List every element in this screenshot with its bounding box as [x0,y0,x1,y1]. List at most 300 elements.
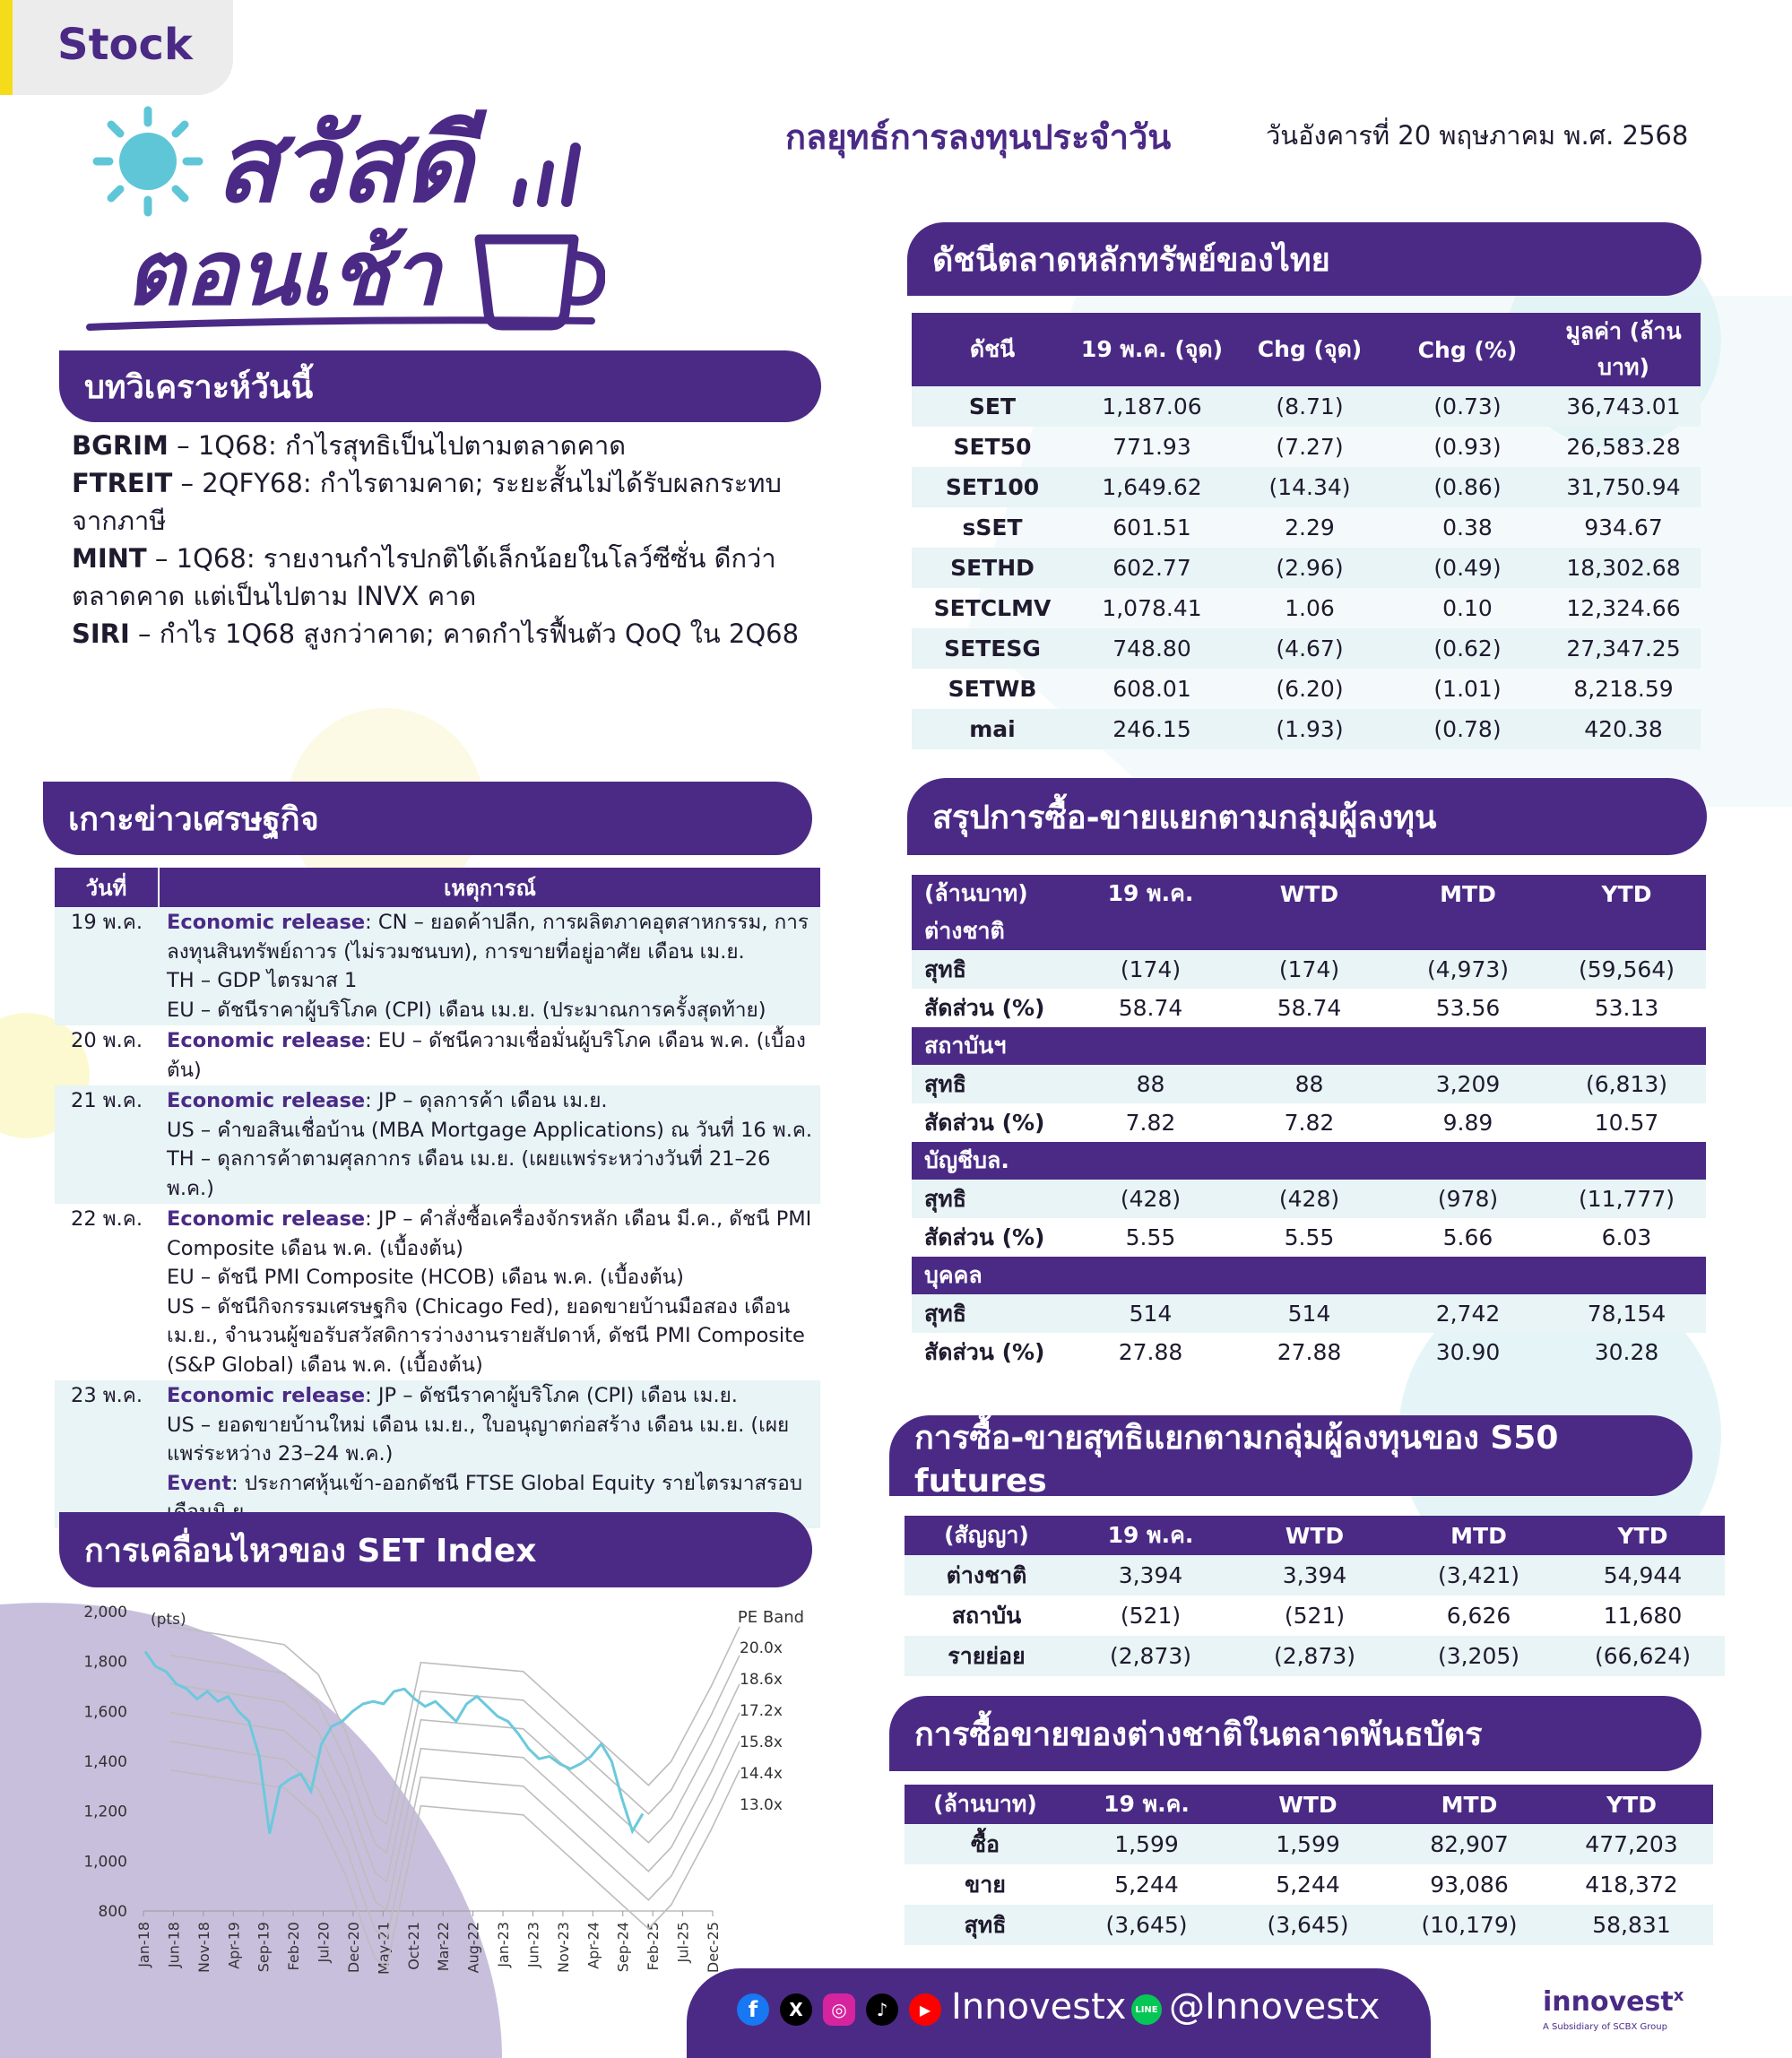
analysis-ticker: BGRIM [72,430,169,461]
investor-row-label: สุทธิ [912,1294,1071,1333]
investor-cell: 53.13 [1594,995,1659,1021]
x-tick-label: Jul-25 [674,1922,692,1963]
analysis-text: – 2QFY68: กำไรตามคาด; ระยะสั้นไม่ได้รับผลกระทบจากภาษี [72,468,782,536]
y-axis-unit: (pts) [151,1611,186,1629]
investor-row-label: สัดส่วน (%) [924,994,1045,1021]
news-event-text: : ประกาศหุ้นเข้า-ออกดัชนี FTSE Global Equity รายไตรมาสรอบ [231,1471,803,1495]
thai-index-row-label: SETWB [948,676,1037,702]
futures-row [905,1595,1725,1636]
thai-index-cell: (7.27) [1276,434,1344,460]
futures-row [905,1555,1725,1595]
bonds-heading [889,1696,1701,1771]
bonds-cell: 82,907 [1389,1824,1550,1864]
x-tick-label: Nov-18 [195,1922,212,1973]
thai-index-cell: 26,583.28 [1566,434,1681,460]
futures-cell: (521) [1120,1603,1182,1629]
news-event-line [167,1116,813,1146]
bonds-col-wtd: WTD [1227,1785,1389,1824]
analysis-text: – 1Q68: กำไรสุทธิเป็นไปตามตลาดคาด [168,430,627,461]
thai-index-row-label: sSET [962,514,1023,540]
thai-index-row-label: SETCLMV [933,595,1052,621]
investor-row-label: สุทธิ [912,1065,1071,1103]
news-event [158,907,820,1025]
set-index-line [145,1652,643,1834]
investor-row-label: สัดส่วน (%) [924,1109,1045,1136]
thai-index-cell: 608.01 [1112,676,1191,702]
thai-index-cell: 602.77 [1073,548,1231,588]
futures-cell: (66,624) [1561,1636,1725,1676]
investor-cell: 514 [1071,1294,1230,1333]
page-title: กลยุทธ์การลงทุนประจำวัน [785,117,1172,157]
thai-index-col-chg: Chg (จุด) [1231,313,1389,386]
bonds-table [905,1785,1713,1945]
investor-cell: 10.57 [1594,1110,1659,1136]
news-table [55,868,820,1528]
thai-index-row [912,467,1701,507]
investor-row-label: สุทธิ [912,950,1071,989]
bonds-col-unit: (ล้านบาท) [905,1785,1066,1824]
y-tick-label: 1,200 [83,1803,127,1821]
news-event-line [167,1026,813,1085]
news-row [55,907,820,1025]
thai-index-cell: 36,743.01 [1546,386,1701,427]
news-event-text: US – ยอดขายบ้านใหม่ เดือน เม.ย., ใบอนุญาตก่อสร้าง เดือน เม.ย. (เผยแพร่ระหว่าง 23–24 พ.ค.) [167,1413,790,1466]
investor-cell: 9.89 [1442,1110,1493,1136]
bonds-cell: 418,372 [1585,1872,1678,1898]
investor-row [912,1103,1706,1142]
pe-band-label: 15.8x [740,1734,783,1751]
x-tick-label: Dec-20 [344,1922,362,1974]
investor-col-mtd: MTD [1389,875,1547,912]
investor-cell: (174) [1071,950,1230,989]
thai-index-cell: (2.96) [1231,548,1389,588]
analysis-item [72,615,807,653]
investor-cell: 78,154 [1547,1294,1706,1333]
investor-cell: 6.03 [1601,1224,1652,1250]
investor-cell: (59,564) [1547,950,1706,989]
news-event-line [167,1381,813,1411]
bonds-cell: 5,244 [1276,1872,1340,1898]
thai-index-cell: 1,078.41 [1102,595,1202,621]
investor-row [912,1065,1706,1103]
futures-cell: 11,680 [1603,1603,1683,1629]
investor-body [912,912,1706,1371]
x-tick-label: Feb-25 [645,1922,662,1971]
thai-index-cell: (1.93) [1231,709,1389,749]
thai-index-cell: 934.67 [1584,514,1663,540]
investor-cell: 88 [1071,1065,1230,1103]
investor-row-label: สัดส่วน (%) [924,1338,1045,1365]
social-icons [737,1993,941,2026]
futures-table [905,1516,1725,1676]
thai-index-cell: 1,649.62 [1073,467,1231,507]
sun-icon [90,103,206,220]
x-tick-label: Jun-18 [165,1922,183,1968]
line-icon[interactable]: LINE [1131,1994,1162,2025]
futures-heading [889,1415,1692,1500]
investor-summary-heading [907,778,1707,855]
futures-cell: (2,873) [1233,1636,1397,1676]
thai-index-cell: 2.29 [1285,514,1335,540]
x-icon[interactable]: X [780,1993,812,2026]
bonds-cell: 477,203 [1550,1824,1713,1864]
futures-col-unit: (สัญญา) [905,1516,1069,1555]
thai-index-row-label: SETESG [912,628,1073,669]
news-date: 19 พ.ค. [55,907,158,1025]
youtube-icon[interactable]: ▶ [909,1993,941,2026]
news-col-date: วันที่ [55,868,158,907]
thai-index-col-name: ดัชนี [912,313,1073,386]
y-tick-label: 1,000 [83,1853,127,1872]
investor-col-unit: (ล้านบาท) [912,875,1071,912]
thai-index-cell: (0.49) [1389,548,1546,588]
analysis-ticker: SIRI [72,618,130,649]
thai-index-row [912,427,1701,467]
thai-index-col-value: มูลค่า (ล้านบาท) [1546,313,1701,386]
thai-index-cell: 771.93 [1112,434,1191,460]
bonds-cell: (3,645) [1066,1905,1227,1945]
bonds-col-day: 19 พ.ค. [1066,1785,1227,1824]
brand-logo [1543,1986,1684,2018]
tag-label: Stock [57,20,193,70]
futures-row-label: ต่างชาติ [905,1555,1069,1595]
bonds-row-label: ซื้อ [905,1824,1066,1864]
thai-index-heading [907,222,1701,296]
investor-cell: 514 [1230,1294,1389,1333]
investor-row-label: สุทธิ [912,1180,1071,1218]
news-event [158,1204,820,1380]
x-tick-label: Jan-23 [495,1922,513,1967]
thai-index-cell: (0.62) [1389,628,1546,669]
news-event-line [167,966,813,996]
investor-col-wtd: WTD [1230,875,1389,912]
thai-index-row-label: mai [912,709,1073,749]
y-tick-label: 800 [98,1903,127,1921]
x-tick-label: May-21 [375,1922,393,1975]
report-date: วันอังคารที่ 20 พฤษภาคม พ.ศ. 2568 [1266,120,1689,151]
thai-index-cell: 27,347.25 [1546,628,1701,669]
analysis-ticker: MINT [72,543,147,574]
thai-index-cell: (14.34) [1231,467,1389,507]
news-row [55,1380,820,1528]
analysis-item [72,427,807,464]
x-tick-label: Jan-18 [135,1922,152,1967]
footer-handle-right[interactable]: @Innovestx [1169,1986,1381,2028]
pe-band-title: PE Band [737,1608,805,1627]
investor-cell: (6,813) [1547,1065,1706,1103]
futures-row-label: รายย่อย [905,1636,1069,1676]
investor-row-label: สัดส่วน (%) [924,1224,1045,1250]
investor-cell: 7.82 [1284,1110,1335,1136]
thai-index-cell: 1.06 [1285,595,1335,621]
futures-cell: (521) [1284,1603,1346,1629]
tag-accent-bar [0,0,13,95]
news-event-line [167,996,813,1025]
investor-summary-heading-text: สรุปการซื้อ-ขายแยกตามกลุ่มผู้ลงทุน [932,799,1437,836]
news-event-label: Economic release [167,1029,366,1052]
steam-icon [502,134,592,215]
news-event-line [167,1145,813,1203]
bonds-row [905,1905,1713,1945]
brand-subtitle: A Subsidiary of SCBX Group [1543,2022,1667,2032]
investor-cell: 27.88 [1118,1339,1183,1365]
futures-cell: 54,944 [1561,1555,1725,1595]
futures-cell: 3,394 [1069,1555,1233,1595]
tiktok-icon[interactable]: ♪ [866,1993,898,2026]
investor-cell: 5.55 [1125,1224,1176,1250]
thai-index-row-label: SET [912,386,1073,427]
futures-row-label: สถาบัน [951,1602,1022,1629]
y-tick-label: 1,400 [83,1753,127,1771]
greeting-line1: สวัสดี [215,102,472,226]
futures-cell: 3,394 [1233,1555,1397,1595]
investor-group-row [912,1027,1706,1065]
analysis-item [72,540,807,615]
thai-index-cell: (0.78) [1389,709,1546,749]
news-body [55,907,820,1528]
set-chart-heading-text: การเคลื่อนไหวของ SET Index [84,1532,537,1569]
thai-index-row [912,507,1701,548]
news-event [158,1025,820,1085]
investor-cell: (428) [1230,1180,1389,1218]
section-tag [0,0,233,95]
thai-index-cell: 420.38 [1546,709,1701,749]
investor-summary-table [912,875,1706,1371]
thai-index-row [912,588,1701,628]
news-heading-text: เกาะข่าวเศรษฐกิจ [68,800,319,838]
bonds-heading-text: การซื้อขายของต่างชาติในตลาดพันธบัตร [914,1716,1483,1753]
news-event-label: Economic release [167,1384,366,1407]
news-heading [43,782,812,855]
x-tick-label: Mar-22 [435,1922,453,1972]
bonds-row [905,1824,1713,1864]
bonds-body [905,1824,1713,1945]
analysis-text: – กำไร 1Q68 สูงกว่าคาด; คาดกำไรฟื้นตัว QoQ ใน 2Q68 [129,618,800,649]
news-event-text: US – ดัชนีกิจกรรมเศรษฐกิจ (Chicago Fed), ยอดขายบ้านมือสอง เดือน เม.ย., จำนวนผู้ขอรับสวัสดิการว่างงานรายสัปดาห์, ดัชนี PMI Composite (S&P Global) เดือน พ.ค. (เบื้องต้น) [167,1294,805,1377]
brand-name: innovest [1543,1986,1674,2018]
investor-cell: (11,777) [1547,1180,1706,1218]
bonds-cell: 93,086 [1430,1872,1509,1898]
investor-cell: 88 [1230,1065,1389,1103]
thai-index-cell: (6.20) [1276,676,1344,702]
thai-index-row-label: SET50 [953,434,1032,460]
investor-row [912,950,1706,989]
investor-col-ytd: YTD [1547,875,1706,912]
news-col-event: เหตุการณ์ [158,868,820,907]
futures-col-ytd: YTD [1561,1516,1725,1555]
futures-body [905,1555,1725,1676]
futures-row [905,1636,1725,1676]
x-tick-label: Sep-24 [614,1922,632,1973]
thai-index-cell: (0.93) [1433,434,1502,460]
investor-cell: 58.74 [1118,995,1183,1021]
thai-index-cell: 31,750.94 [1546,467,1701,507]
news-event-text: EU – ดัชนีราคาผู้บริโภค (CPI) เดือน เม.ย. (ประมาณการครั้งสุดท้าย) [167,998,766,1022]
x-tick-label: Aug-22 [464,1922,482,1974]
thai-index-cell: 18,302.68 [1546,548,1701,588]
thai-index-cell: 0.10 [1442,595,1493,621]
thai-index-cell: 748.80 [1073,628,1231,669]
news-event-text: TH – ดุลการค้าตามศุลกากร เดือน เม.ย. (เผยแพร่ระหว่างวันที่ 21–26 พ.ค.) [167,1147,771,1200]
news-event [158,1380,820,1528]
futures-col-mtd: MTD [1397,1516,1561,1555]
bonds-cell: 58,831 [1550,1905,1713,1945]
pe-band-line [170,1742,740,1939]
news-event-line [167,1086,813,1116]
x-tick-label: Apr-24 [584,1922,602,1969]
bonds-row-label: สุทธิ [905,1905,1066,1945]
x-tick-label: Sep-19 [255,1922,273,1973]
investor-group-name: บัญชีบล. [912,1142,1706,1180]
investor-cell: 53.56 [1435,995,1501,1021]
bonds-cell: 1,599 [1066,1824,1227,1864]
analysis-heading-text: บทวิเคราะห์วันนี้ [84,368,314,406]
thai-index-col-chg-pct: Chg (%) [1389,313,1546,386]
investor-group-row [912,1142,1706,1180]
futures-heading-text: การซื้อ-ขายสุทธิแยกตามกลุ่มผู้ลงทุนของ S50 futures [914,1420,1559,1500]
bonds-row [905,1864,1713,1905]
thai-index-cell: (1.01) [1433,676,1502,702]
news-event-line [167,1293,813,1380]
news-date: 20 พ.ค. [71,1029,143,1052]
thai-index-cell: (4.67) [1231,628,1389,669]
x-tick-label: Nov-23 [554,1922,572,1973]
thai-index-row [912,709,1701,749]
investor-group-row [912,1257,1706,1294]
thai-index-row-label: SETHD [912,548,1073,588]
thai-index-cell: (8.71) [1231,386,1389,427]
news-event [158,1085,820,1204]
greeting-line2: ตอนเช้า [126,220,441,325]
x-tick-label: Feb-20 [285,1922,303,1971]
futures-cell: (2,873) [1069,1636,1233,1676]
bonds-cell: 5,244 [1114,1872,1179,1898]
analysis-heading [59,350,821,422]
news-event-text: TH – GDP ไตรมาส 1 [167,969,358,992]
investor-cell: 27.88 [1277,1339,1342,1365]
investor-group-name: ต่างชาติ [912,912,1706,950]
news-event-line [167,1263,813,1293]
news-event-text: : CN – ยอดค้าปลีก, การผลิตภาคอุตสาหกรรม, การลงทุนสินทรัพย์ถาวร (ไม่รวมชนบท), การขายที่อยู่อาศัย เดือน เม.ย. [167,911,809,964]
pe-band-label: 13.0x [740,1796,783,1814]
investor-row [912,1294,1706,1333]
investor-row [912,1333,1706,1371]
pe-band-label: 20.0x [740,1639,783,1657]
investor-cell: (978) [1389,1180,1547,1218]
investor-cell: 5.55 [1284,1224,1335,1250]
investor-cell: (174) [1230,950,1389,989]
y-tick-label: 1,600 [83,1703,127,1722]
thai-index-heading-text: ดัชนีตลาดหลักทรัพย์ของไทย [932,241,1330,279]
investor-cell: 30.28 [1594,1339,1659,1365]
news-date: 22 พ.ค. [71,1207,143,1231]
futures-cell: (3,205) [1397,1636,1561,1676]
futures-col-wtd: WTD [1233,1516,1397,1555]
investor-row [912,1180,1706,1218]
investor-cell: 3,209 [1389,1065,1547,1103]
investor-cell: (4,973) [1389,950,1547,989]
thai-index-cell: (0.73) [1389,386,1546,427]
analysis-item [72,464,807,540]
analysis-list [72,427,807,653]
thai-index-row-label: SET100 [912,467,1073,507]
thai-index-row [912,386,1701,427]
bonds-col-ytd: YTD [1550,1785,1713,1824]
thai-index-row [912,669,1701,709]
thai-index-row [912,548,1701,588]
thai-index-cell: 0.38 [1442,514,1493,540]
x-tick-label: Dec-25 [705,1922,722,1974]
x-tick-label: Oct-21 [404,1922,422,1970]
facebook-icon[interactable]: f [737,1993,769,2026]
news-event-line [167,908,813,966]
investor-row [912,1218,1706,1257]
thai-index-cell: 601.51 [1112,514,1191,540]
x-tick-label: Jul-20 [315,1922,333,1963]
bonds-col-mtd: MTD [1389,1785,1550,1824]
bonds-row-label: ขาย [965,1871,1006,1898]
news-event-text: : EU – ดัชนีความเชื่อมั่นผู้บริโภค เดือน พ.ค. (เบื้องต้น) [167,1029,806,1082]
pe-band-label: 14.4x [740,1765,783,1783]
futures-cell: (3,421) [1397,1555,1561,1595]
news-row [55,1204,820,1380]
thai-index-cell: (0.86) [1389,467,1546,507]
footer-handle-left[interactable]: Innovestx [951,1986,1127,2028]
news-date: 23 พ.ค. [55,1380,158,1528]
set-index-chart [54,1595,825,1990]
futures-col-day: 19 พ.ค. [1069,1516,1233,1555]
coffee-cup-icon [85,229,605,336]
y-tick-label: 1,800 [83,1653,127,1672]
investor-row [912,989,1706,1027]
news-event-label: Economic release [167,911,366,934]
analysis-text: – 1Q68: รายงานกำไรปกติได้เล็กน้อยในโลว์ซีซั่น ดีกว่าตลาดคาด แต่เป็นไปตาม INVX คาด [72,543,776,611]
thai-index-body [912,386,1701,749]
thai-index-cell: 8,218.59 [1573,676,1674,702]
news-event-text: US – คำขอสินเชื่อบ้าน (MBA Mortgage Applications) ณ วันที่ 16 พ.ค. [167,1118,813,1142]
news-row [55,1025,820,1085]
thai-index-cell: 1,187.06 [1073,386,1231,427]
investor-cell: 5.66 [1442,1224,1493,1250]
instagram-icon[interactable]: ◎ [823,1993,855,2026]
news-event-label: Economic release [167,1207,366,1231]
thai-index-table [912,313,1701,749]
investor-cell: 7.82 [1125,1110,1176,1136]
news-event-line [167,1205,813,1263]
investor-cell: 2,742 [1389,1294,1547,1333]
pe-band-label: 18.6x [740,1671,783,1689]
investor-col-day: 19 พ.ค. [1071,875,1230,912]
investor-cell: (428) [1071,1180,1230,1218]
bonds-cell: 1,599 [1227,1824,1389,1864]
news-event-label: Event [167,1471,232,1495]
bonds-cell: (3,645) [1227,1905,1389,1945]
futures-cell: 6,626 [1446,1603,1511,1629]
pe-band-line [170,1627,740,1824]
news-event-text: EU – ดัชนี PMI Composite (HCOB) เดือน พ.ค. (เบื้องต้น) [167,1266,684,1289]
thai-index-col-close: 19 พ.ค. (จุด) [1073,313,1231,386]
news-event-label: Economic release [167,1089,366,1112]
news-event-text: : JP – คำสั่งซื้อเครื่องจักรหลัก เดือน มี.ค., ดัชนี PMI Composite เดือน พ.ค. (เบื้องต้น) [167,1207,812,1260]
investor-cell: 30.90 [1435,1339,1501,1365]
set-chart-heading [59,1512,812,1587]
investor-cell: 58.74 [1277,995,1342,1021]
investor-group-name: บุคคล [912,1257,1706,1294]
thai-index-row [912,628,1701,669]
y-tick-label: 2,000 [83,1604,127,1621]
investor-group-row [912,912,1706,950]
news-event-line [167,1411,813,1469]
